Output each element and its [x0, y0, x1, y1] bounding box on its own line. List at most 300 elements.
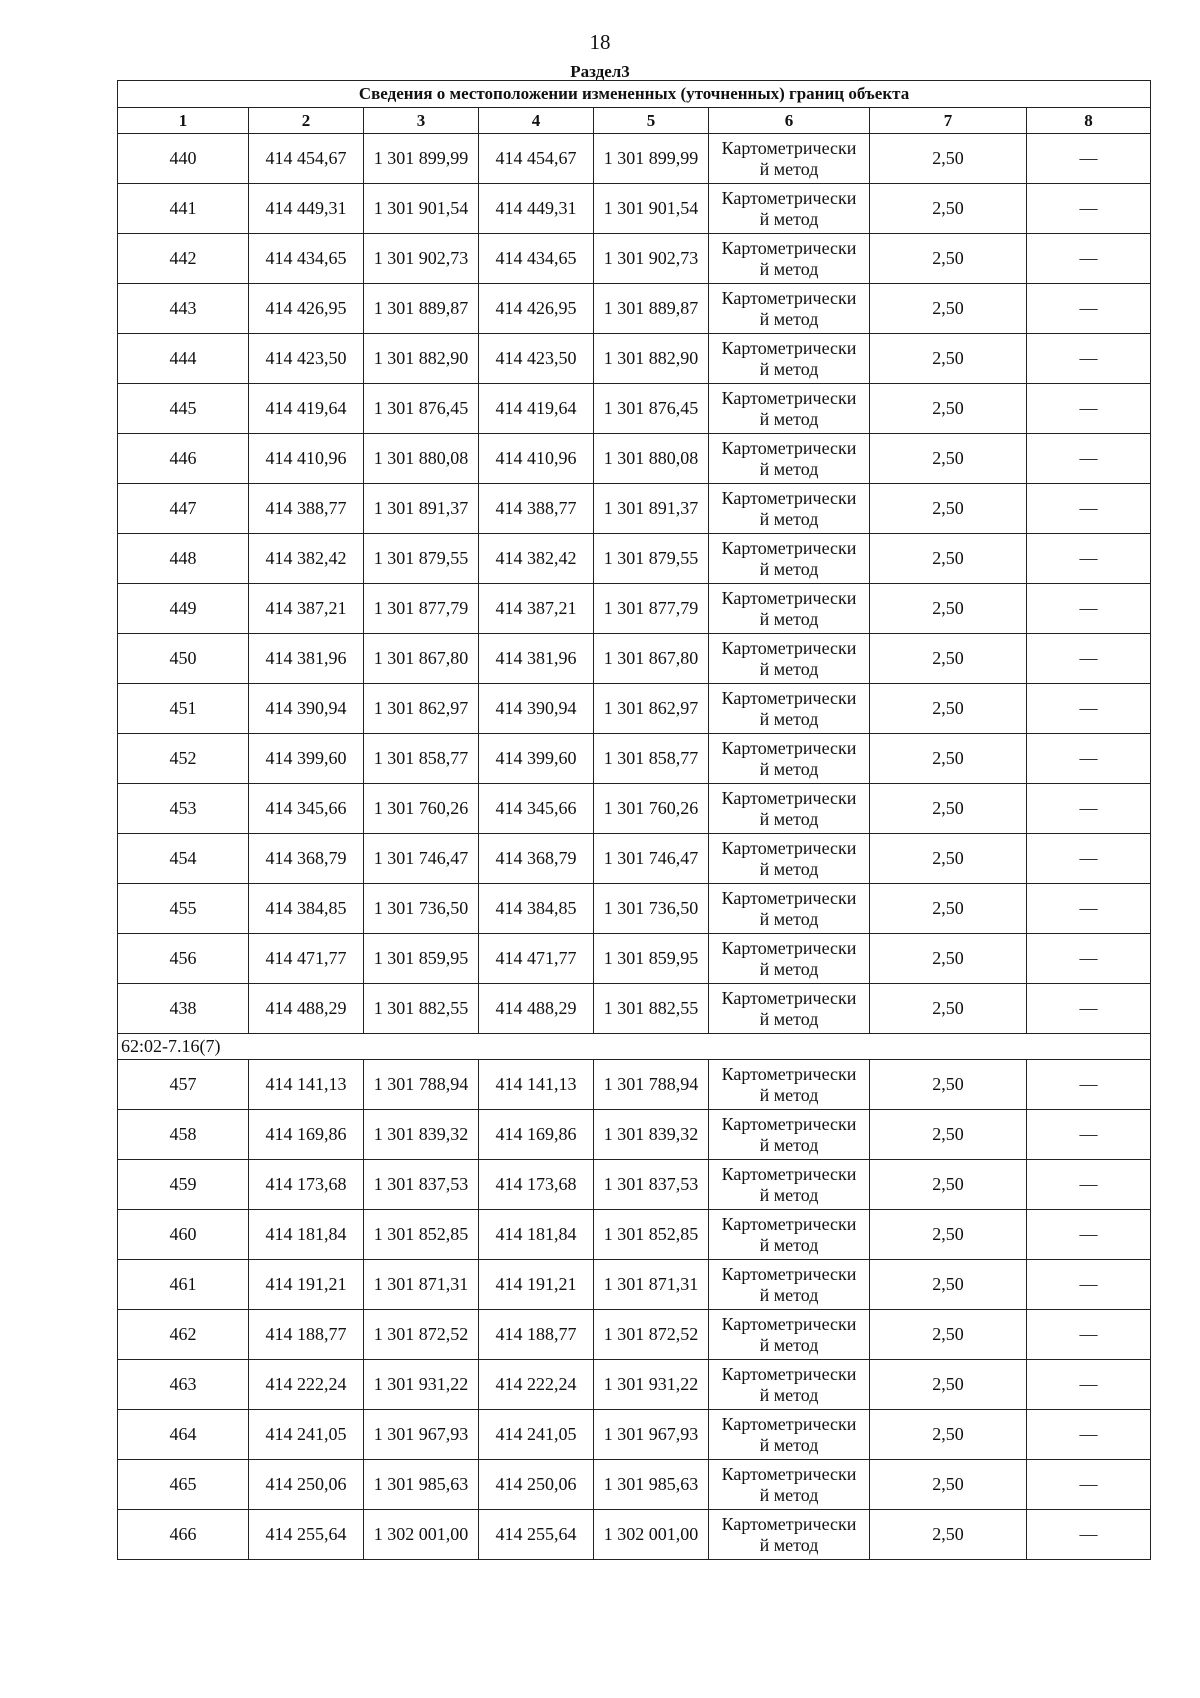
y-coordinate-new-cell: 1 301 967,93 — [594, 1410, 709, 1460]
accuracy-cell: 2,50 — [870, 1310, 1027, 1360]
y-coordinate-new-cell: 1 301 736,50 — [594, 884, 709, 934]
y-coordinate-new-cell: 1 301 902,73 — [594, 234, 709, 284]
y-coordinate-new-cell: 1 302 001,00 — [594, 1510, 709, 1560]
x-coordinate-cell: 414 181,84 — [249, 1210, 364, 1260]
x-coordinate-cell: 414 222,24 — [249, 1360, 364, 1410]
accuracy-cell: 2,50 — [870, 1210, 1027, 1260]
note-cell: — — [1027, 134, 1151, 184]
point-number-cell: 440 — [118, 134, 249, 184]
y-coordinate-cell: 1 301 899,99 — [364, 134, 479, 184]
table-row — [118, 384, 1151, 434]
method-cell — [709, 1210, 870, 1260]
accuracy-cell: 2,50 — [870, 834, 1027, 884]
x-coordinate-new-cell: 414 488,29 — [479, 984, 594, 1034]
x-coordinate-new-cell: 414 250,06 — [479, 1460, 594, 1510]
x-coordinate-new-cell: 414 381,96 — [479, 634, 594, 684]
accuracy-cell: 2,50 — [870, 1110, 1027, 1160]
note-cell: — — [1027, 834, 1151, 884]
table-row — [118, 1160, 1151, 1210]
point-number-cell: 449 — [118, 584, 249, 634]
y-coordinate-cell: 1 301 746,47 — [364, 834, 479, 884]
y-coordinate-new-cell: 1 301 788,94 — [594, 1060, 709, 1110]
x-coordinate-new-cell: 414 390,94 — [479, 684, 594, 734]
x-coordinate-cell: 414 382,42 — [249, 534, 364, 584]
y-coordinate-cell: 1 301 879,55 — [364, 534, 479, 584]
method-line-1: Картометрически — [721, 337, 857, 358]
method-cell — [709, 634, 870, 684]
accuracy-cell: 2,50 — [870, 234, 1027, 284]
method-line-2: й метод — [759, 858, 819, 879]
accuracy-cell: 2,50 — [870, 1260, 1027, 1310]
accuracy-cell: 2,50 — [870, 384, 1027, 434]
point-number-cell: 451 — [118, 684, 249, 734]
table-row — [118, 834, 1151, 884]
method-line-2: й метод — [759, 1334, 819, 1355]
page-number: 18 — [589, 30, 611, 54]
y-coordinate-cell: 1 301 852,85 — [364, 1210, 479, 1260]
table-row — [118, 1460, 1151, 1510]
column-number: 1 — [118, 108, 249, 134]
y-coordinate-new-cell: 1 301 899,99 — [594, 134, 709, 184]
x-coordinate-new-cell: 414 388,77 — [479, 484, 594, 534]
method-line-1: Картометрически — [721, 737, 857, 758]
note-cell: — — [1027, 184, 1151, 234]
y-coordinate-cell: 1 301 867,80 — [364, 634, 479, 684]
method-line-1: Картометрически — [721, 987, 857, 1008]
note-cell: — — [1027, 1060, 1151, 1110]
method-line-2: й метод — [759, 158, 819, 179]
accuracy-cell: 2,50 — [870, 734, 1027, 784]
note-cell: — — [1027, 684, 1151, 734]
x-coordinate-cell: 414 388,77 — [249, 484, 364, 534]
accuracy-cell: 2,50 — [870, 534, 1027, 584]
point-number-cell: 448 — [118, 534, 249, 584]
note-cell: — — [1027, 934, 1151, 984]
method-cell — [709, 1360, 870, 1410]
y-coordinate-new-cell: 1 301 879,55 — [594, 534, 709, 584]
method-line-1: Картометрически — [721, 1263, 857, 1284]
x-coordinate-new-cell: 414 387,21 — [479, 584, 594, 634]
point-number-cell: 455 — [118, 884, 249, 934]
section-title: Раздел3 — [570, 62, 630, 81]
table-row — [118, 434, 1151, 484]
point-number-cell: 454 — [118, 834, 249, 884]
x-coordinate-cell: 414 390,94 — [249, 684, 364, 734]
table-row — [118, 534, 1151, 584]
point-number-cell: 465 — [118, 1460, 249, 1510]
y-coordinate-new-cell: 1 301 876,45 — [594, 384, 709, 434]
x-coordinate-cell: 414 384,85 — [249, 884, 364, 934]
method-line-1: Картометрически — [721, 1213, 857, 1234]
accuracy-cell: 2,50 — [870, 284, 1027, 334]
method-cell — [709, 934, 870, 984]
method-line-1: Картометрически — [721, 1413, 857, 1434]
method-cell — [709, 584, 870, 634]
method-line-2: й метод — [759, 808, 819, 829]
x-coordinate-cell: 414 141,13 — [249, 1060, 364, 1110]
column-number: 4 — [479, 108, 594, 134]
y-coordinate-new-cell: 1 301 891,37 — [594, 484, 709, 534]
method-line-1: Картометрически — [721, 137, 857, 158]
x-coordinate-new-cell: 414 384,85 — [479, 884, 594, 934]
y-coordinate-cell: 1 301 876,45 — [364, 384, 479, 434]
method-line-1: Картометрически — [721, 437, 857, 458]
x-coordinate-cell: 414 191,21 — [249, 1260, 364, 1310]
method-line-1: Картометрически — [721, 187, 857, 208]
y-coordinate-new-cell: 1 301 889,87 — [594, 284, 709, 334]
column-number: 5 — [594, 108, 709, 134]
method-cell — [709, 1060, 870, 1110]
accuracy-cell: 2,50 — [870, 934, 1027, 984]
point-number-cell: 462 — [118, 1310, 249, 1360]
method-line-2: й метод — [759, 1008, 819, 1029]
x-coordinate-new-cell: 414 419,64 — [479, 384, 594, 434]
method-line-2: й метод — [759, 608, 819, 629]
x-coordinate-cell: 414 169,86 — [249, 1110, 364, 1160]
point-number-cell: 447 — [118, 484, 249, 534]
method-cell — [709, 1510, 870, 1560]
note-cell: — — [1027, 884, 1151, 934]
method-line-1: Картометрически — [721, 1163, 857, 1184]
note-cell: — — [1027, 1160, 1151, 1210]
y-coordinate-cell: 1 302 001,00 — [364, 1510, 479, 1560]
x-coordinate-cell: 414 426,95 — [249, 284, 364, 334]
accuracy-cell: 2,50 — [870, 984, 1027, 1034]
column-number: 8 — [1027, 108, 1151, 134]
accuracy-cell: 2,50 — [870, 1410, 1027, 1460]
note-cell: — — [1027, 1410, 1151, 1460]
note-cell: — — [1027, 484, 1151, 534]
x-coordinate-cell: 414 471,77 — [249, 934, 364, 984]
accuracy-cell: 2,50 — [870, 484, 1027, 534]
x-coordinate-cell: 414 173,68 — [249, 1160, 364, 1210]
method-line-1: Картометрически — [721, 637, 857, 658]
coordinates-table — [117, 80, 1151, 1560]
method-cell — [709, 284, 870, 334]
method-line-2: й метод — [759, 408, 819, 429]
accuracy-cell: 2,50 — [870, 1060, 1027, 1110]
method-line-2: й метод — [759, 708, 819, 729]
y-coordinate-cell: 1 301 788,94 — [364, 1060, 479, 1110]
table-row — [118, 1210, 1151, 1260]
table-row — [118, 784, 1151, 834]
table-row — [118, 134, 1151, 184]
method-cell — [709, 484, 870, 534]
table-row — [118, 1260, 1151, 1310]
method-line-2: й метод — [759, 308, 819, 329]
y-coordinate-cell: 1 301 877,79 — [364, 584, 479, 634]
method-line-2: й метод — [759, 1284, 819, 1305]
accuracy-cell: 2,50 — [870, 134, 1027, 184]
note-cell: — — [1027, 1260, 1151, 1310]
method-line-2: й метод — [759, 458, 819, 479]
method-line-2: й метод — [759, 208, 819, 229]
point-number-cell: 464 — [118, 1410, 249, 1460]
table-caption: Сведения о местоположении измененных (уточненных) границ объекта — [118, 81, 1151, 108]
method-line-2: й метод — [759, 1184, 819, 1205]
table-row — [118, 1510, 1151, 1560]
method-cell — [709, 384, 870, 434]
method-line-2: й метод — [759, 958, 819, 979]
point-number-cell: 441 — [118, 184, 249, 234]
group-label: 62:02-7.16(7) — [118, 1034, 1151, 1060]
method-cell — [709, 534, 870, 584]
table-row — [118, 284, 1151, 334]
x-coordinate-new-cell: 414 181,84 — [479, 1210, 594, 1260]
x-coordinate-cell: 414 419,64 — [249, 384, 364, 434]
y-coordinate-new-cell: 1 301 880,08 — [594, 434, 709, 484]
point-number-cell: 466 — [118, 1510, 249, 1560]
y-coordinate-cell: 1 301 837,53 — [364, 1160, 479, 1210]
method-cell — [709, 134, 870, 184]
method-line-1: Картометрически — [721, 1363, 857, 1384]
x-coordinate-new-cell: 414 454,67 — [479, 134, 594, 184]
x-coordinate-cell: 414 399,60 — [249, 734, 364, 784]
method-line-1: Картометрически — [721, 887, 857, 908]
y-coordinate-cell: 1 301 931,22 — [364, 1360, 479, 1410]
accuracy-cell: 2,50 — [870, 584, 1027, 634]
y-coordinate-cell: 1 301 872,52 — [364, 1310, 479, 1360]
table-row — [118, 334, 1151, 384]
y-coordinate-new-cell: 1 301 746,47 — [594, 834, 709, 884]
y-coordinate-cell: 1 301 871,31 — [364, 1260, 479, 1310]
y-coordinate-cell: 1 301 967,93 — [364, 1410, 479, 1460]
table-row — [118, 634, 1151, 684]
method-cell — [709, 684, 870, 734]
point-number-cell: 459 — [118, 1160, 249, 1210]
column-number: 2 — [249, 108, 364, 134]
table-row — [118, 184, 1151, 234]
table-row — [118, 1410, 1151, 1460]
y-coordinate-new-cell: 1 301 858,77 — [594, 734, 709, 784]
note-cell: — — [1027, 634, 1151, 684]
x-coordinate-cell: 414 449,31 — [249, 184, 364, 234]
x-coordinate-cell: 414 410,96 — [249, 434, 364, 484]
point-number-cell: 442 — [118, 234, 249, 284]
x-coordinate-new-cell: 414 471,77 — [479, 934, 594, 984]
x-coordinate-new-cell: 414 382,42 — [479, 534, 594, 584]
note-cell: — — [1027, 1310, 1151, 1360]
y-coordinate-new-cell: 1 301 867,80 — [594, 634, 709, 684]
x-coordinate-cell: 414 488,29 — [249, 984, 364, 1034]
y-coordinate-cell: 1 301 985,63 — [364, 1460, 479, 1510]
method-line-1: Картометрически — [721, 1513, 857, 1534]
note-cell: — — [1027, 434, 1151, 484]
y-coordinate-cell: 1 301 839,32 — [364, 1110, 479, 1160]
method-line-1: Картометрически — [721, 287, 857, 308]
column-number: 7 — [870, 108, 1027, 134]
point-number-cell: 461 — [118, 1260, 249, 1310]
method-line-1: Картометрически — [721, 1063, 857, 1084]
y-coordinate-cell: 1 301 891,37 — [364, 484, 479, 534]
x-coordinate-new-cell: 414 423,50 — [479, 334, 594, 384]
method-line-1: Картометрически — [721, 937, 857, 958]
method-line-2: й метод — [759, 1534, 819, 1555]
method-cell — [709, 1310, 870, 1360]
table-row — [118, 884, 1151, 934]
method-line-1: Картометрически — [721, 837, 857, 858]
method-cell — [709, 1410, 870, 1460]
accuracy-cell: 2,50 — [870, 434, 1027, 484]
y-coordinate-new-cell: 1 301 882,55 — [594, 984, 709, 1034]
method-cell — [709, 784, 870, 834]
note-cell: — — [1027, 1210, 1151, 1260]
x-coordinate-cell: 414 345,66 — [249, 784, 364, 834]
point-number-cell: 458 — [118, 1110, 249, 1160]
method-cell — [709, 1110, 870, 1160]
method-cell — [709, 1460, 870, 1510]
y-coordinate-new-cell: 1 301 985,63 — [594, 1460, 709, 1510]
accuracy-cell: 2,50 — [870, 334, 1027, 384]
x-coordinate-cell: 414 255,64 — [249, 1510, 364, 1560]
point-number-cell: 446 — [118, 434, 249, 484]
y-coordinate-new-cell: 1 301 882,90 — [594, 334, 709, 384]
group-row — [118, 1034, 1151, 1060]
y-coordinate-new-cell: 1 301 877,79 — [594, 584, 709, 634]
y-coordinate-new-cell: 1 301 837,53 — [594, 1160, 709, 1210]
x-coordinate-new-cell: 414 449,31 — [479, 184, 594, 234]
x-coordinate-cell: 414 434,65 — [249, 234, 364, 284]
y-coordinate-new-cell: 1 301 839,32 — [594, 1110, 709, 1160]
method-cell — [709, 1160, 870, 1210]
accuracy-cell: 2,50 — [870, 1510, 1027, 1560]
point-number-cell: 452 — [118, 734, 249, 784]
table-row — [118, 684, 1151, 734]
point-number-cell: 456 — [118, 934, 249, 984]
method-cell — [709, 984, 870, 1034]
accuracy-cell: 2,50 — [870, 884, 1027, 934]
method-line-1: Картометрически — [721, 1463, 857, 1484]
x-coordinate-cell: 414 241,05 — [249, 1410, 364, 1460]
method-line-2: й метод — [759, 508, 819, 529]
column-number: 3 — [364, 108, 479, 134]
accuracy-cell: 2,50 — [870, 1360, 1027, 1410]
note-cell: — — [1027, 784, 1151, 834]
note-cell: — — [1027, 334, 1151, 384]
x-coordinate-new-cell: 414 434,65 — [479, 234, 594, 284]
method-line-2: й метод — [759, 658, 819, 679]
method-line-2: й метод — [759, 1234, 819, 1255]
accuracy-cell: 2,50 — [870, 1160, 1027, 1210]
x-coordinate-cell: 414 250,06 — [249, 1460, 364, 1510]
note-cell: — — [1027, 984, 1151, 1034]
x-coordinate-new-cell: 414 345,66 — [479, 784, 594, 834]
y-coordinate-cell: 1 301 902,73 — [364, 234, 479, 284]
note-cell: — — [1027, 1360, 1151, 1410]
point-number-cell: 443 — [118, 284, 249, 334]
y-coordinate-new-cell: 1 301 872,52 — [594, 1310, 709, 1360]
method-cell — [709, 1260, 870, 1310]
x-coordinate-new-cell: 414 410,96 — [479, 434, 594, 484]
point-number-cell: 460 — [118, 1210, 249, 1260]
accuracy-cell: 2,50 — [870, 784, 1027, 834]
method-line-2: й метод — [759, 1384, 819, 1405]
y-coordinate-cell: 1 301 882,90 — [364, 334, 479, 384]
x-coordinate-cell: 414 387,21 — [249, 584, 364, 634]
note-cell: — — [1027, 1110, 1151, 1160]
table-row — [118, 1360, 1151, 1410]
y-coordinate-cell: 1 301 862,97 — [364, 684, 479, 734]
method-line-2: й метод — [759, 908, 819, 929]
x-coordinate-new-cell: 414 141,13 — [479, 1060, 594, 1110]
method-line-1: Картометрически — [721, 387, 857, 408]
accuracy-cell: 2,50 — [870, 634, 1027, 684]
method-cell — [709, 434, 870, 484]
x-coordinate-cell: 414 368,79 — [249, 834, 364, 884]
table-row — [118, 734, 1151, 784]
y-coordinate-cell: 1 301 882,55 — [364, 984, 479, 1034]
method-line-1: Картометрически — [721, 487, 857, 508]
y-coordinate-cell: 1 301 859,95 — [364, 934, 479, 984]
method-line-2: й метод — [759, 1484, 819, 1505]
y-coordinate-new-cell: 1 301 901,54 — [594, 184, 709, 234]
method-line-2: й метод — [759, 558, 819, 579]
method-line-2: й метод — [759, 1434, 819, 1455]
accuracy-cell: 2,50 — [870, 184, 1027, 234]
method-cell — [709, 734, 870, 784]
method-cell — [709, 884, 870, 934]
y-coordinate-cell: 1 301 760,26 — [364, 784, 479, 834]
method-cell — [709, 334, 870, 384]
point-number-cell: 463 — [118, 1360, 249, 1410]
table-row — [118, 934, 1151, 984]
accuracy-cell: 2,50 — [870, 1460, 1027, 1510]
method-line-2: й метод — [759, 1084, 819, 1105]
x-coordinate-cell: 414 381,96 — [249, 634, 364, 684]
table-row — [118, 1110, 1151, 1160]
x-coordinate-cell: 414 188,77 — [249, 1310, 364, 1360]
table-row — [118, 584, 1151, 634]
x-coordinate-new-cell: 414 255,64 — [479, 1510, 594, 1560]
x-coordinate-new-cell: 414 222,24 — [479, 1360, 594, 1410]
note-cell: — — [1027, 384, 1151, 434]
method-line-1: Картометрически — [721, 237, 857, 258]
method-line-2: й метод — [759, 358, 819, 379]
column-numbers-row — [118, 108, 1151, 134]
method-line-2: й метод — [759, 258, 819, 279]
note-cell: — — [1027, 534, 1151, 584]
y-coordinate-cell: 1 301 889,87 — [364, 284, 479, 334]
x-coordinate-new-cell: 414 241,05 — [479, 1410, 594, 1460]
y-coordinate-new-cell: 1 301 760,26 — [594, 784, 709, 834]
x-coordinate-new-cell: 414 188,77 — [479, 1310, 594, 1360]
x-coordinate-cell: 414 454,67 — [249, 134, 364, 184]
method-line-1: Картометрически — [721, 1113, 857, 1134]
table-row — [118, 984, 1151, 1034]
method-line-1: Картометрически — [721, 1313, 857, 1334]
note-cell: — — [1027, 1510, 1151, 1560]
y-coordinate-new-cell: 1 301 862,97 — [594, 684, 709, 734]
note-cell: — — [1027, 1460, 1151, 1510]
point-number-cell: 444 — [118, 334, 249, 384]
y-coordinate-cell: 1 301 880,08 — [364, 434, 479, 484]
y-coordinate-new-cell: 1 301 859,95 — [594, 934, 709, 984]
point-number-cell: 453 — [118, 784, 249, 834]
table-row — [118, 234, 1151, 284]
method-line-2: й метод — [759, 758, 819, 779]
table-row — [118, 484, 1151, 534]
x-coordinate-cell: 414 423,50 — [249, 334, 364, 384]
method-line-1: Картометрически — [721, 687, 857, 708]
method-line-1: Картометрически — [721, 787, 857, 808]
method-cell — [709, 234, 870, 284]
note-cell: — — [1027, 584, 1151, 634]
y-coordinate-cell: 1 301 736,50 — [364, 884, 479, 934]
x-coordinate-new-cell: 414 399,60 — [479, 734, 594, 784]
x-coordinate-new-cell: 414 169,86 — [479, 1110, 594, 1160]
x-coordinate-new-cell: 414 191,21 — [479, 1260, 594, 1310]
table-row — [118, 1060, 1151, 1110]
